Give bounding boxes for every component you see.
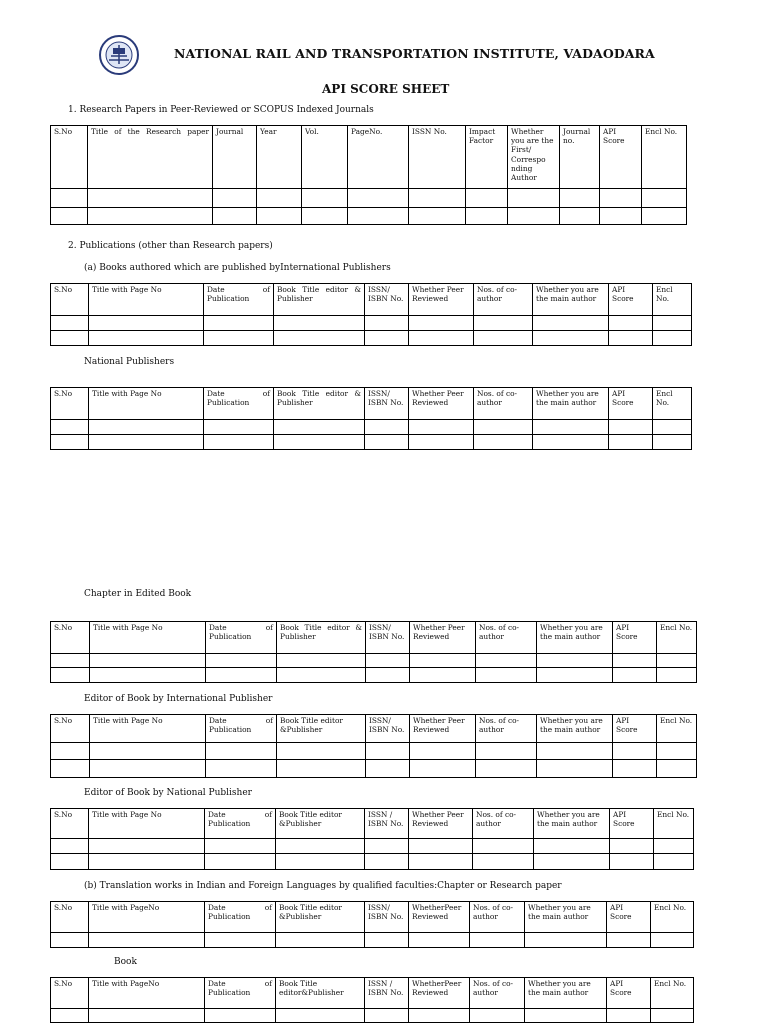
- national-publishers-heading: National Publishers: [84, 357, 175, 367]
- cell[interactable]: [653, 420, 692, 435]
- cell[interactable]: [274, 435, 365, 450]
- cell[interactable]: [533, 420, 609, 435]
- col-date: Date of Publication: [204, 388, 274, 420]
- cell[interactable]: [476, 743, 537, 760]
- cell[interactable]: [89, 839, 205, 854]
- cell[interactable]: [206, 743, 277, 760]
- col-date: Date of Publication: [206, 622, 277, 654]
- table-row: [51, 208, 687, 225]
- cell[interactable]: [534, 839, 610, 854]
- research-papers-table: [50, 125, 687, 225]
- cell[interactable]: [90, 668, 206, 683]
- cell[interactable]: [613, 668, 657, 683]
- cell[interactable]: [560, 208, 600, 225]
- national-books-table: [50, 387, 692, 450]
- col-title: Title of the Research paper: [88, 126, 213, 189]
- cell[interactable]: [89, 420, 204, 435]
- col-date: Date of Publication: [205, 809, 276, 839]
- cell[interactable]: [508, 189, 560, 208]
- cell[interactable]: [476, 668, 537, 683]
- cell[interactable]: [410, 654, 476, 668]
- table-row: [51, 435, 692, 450]
- col-encl: Encl No.: [653, 388, 692, 420]
- table-row: [51, 331, 692, 346]
- cell[interactable]: [366, 760, 410, 778]
- cell[interactable]: [470, 1009, 525, 1023]
- col-peer: WhetherPeer Reviewed: [409, 978, 470, 1009]
- cell[interactable]: [51, 668, 90, 683]
- cell[interactable]: [409, 839, 473, 854]
- cell[interactable]: [257, 189, 302, 208]
- col-main-author: Whether you are the main author: [533, 388, 609, 420]
- col-api: API Score: [609, 388, 653, 420]
- cell[interactable]: [610, 839, 654, 854]
- col-date: Date of Publication: [205, 978, 276, 1009]
- cell[interactable]: [89, 1009, 205, 1023]
- editor-natl-table: [50, 808, 694, 870]
- col-date: Date of Publication: [204, 284, 274, 316]
- cell[interactable]: [276, 933, 365, 948]
- cell[interactable]: [204, 316, 274, 331]
- cell[interactable]: [409, 208, 466, 225]
- cell[interactable]: [213, 189, 257, 208]
- intl-books-table: [50, 283, 692, 346]
- col-issn: ISSN / ISBN No.: [365, 978, 409, 1009]
- cell[interactable]: [366, 668, 410, 683]
- editor-intl-heading: Editor of Book by International Publisher: [84, 694, 273, 704]
- table-header-row: [51, 284, 692, 316]
- cell[interactable]: [302, 208, 348, 225]
- cell[interactable]: [277, 654, 366, 668]
- cell[interactable]: [473, 839, 534, 854]
- table-header-row: [51, 126, 687, 189]
- col-coauthors: Nos. of co-author: [474, 284, 533, 316]
- cell[interactable]: [51, 654, 90, 668]
- cell[interactable]: [257, 208, 302, 225]
- cell[interactable]: [609, 420, 653, 435]
- institute-logo: [94, 34, 144, 76]
- cell[interactable]: [365, 316, 409, 331]
- cell[interactable]: [537, 743, 613, 760]
- table-row: [51, 760, 697, 778]
- cell[interactable]: [276, 839, 365, 854]
- cell[interactable]: [89, 331, 204, 346]
- cell[interactable]: [609, 316, 653, 331]
- cell[interactable]: [657, 743, 697, 760]
- col-issn: ISSN/ ISBN No.: [365, 902, 409, 933]
- col-peer: Whether Peer Reviewed: [409, 388, 474, 420]
- cell[interactable]: [365, 933, 409, 948]
- col-sno: S.No: [51, 622, 90, 654]
- col-api: API Score: [613, 622, 657, 654]
- cell[interactable]: [51, 839, 89, 854]
- col-sno: S.No: [51, 715, 90, 743]
- cell[interactable]: [474, 331, 533, 346]
- col-coauthors: Nos. of co-author: [470, 902, 525, 933]
- cell[interactable]: [274, 420, 365, 435]
- cell[interactable]: [365, 331, 409, 346]
- translation-table: [50, 901, 694, 948]
- cell[interactable]: [365, 854, 409, 870]
- col-first-author: Whether you are the First/ Correspo nding Author: [508, 126, 560, 189]
- cell[interactable]: [302, 189, 348, 208]
- cell[interactable]: [365, 1009, 409, 1023]
- cell[interactable]: [534, 854, 610, 870]
- cell[interactable]: [409, 933, 470, 948]
- col-issn: ISSN/ ISBN No.: [366, 715, 410, 743]
- cell[interactable]: [206, 668, 277, 683]
- col-sno: S.No: [51, 978, 89, 1009]
- cell[interactable]: [204, 331, 274, 346]
- col-api: API Score: [610, 809, 654, 839]
- cell[interactable]: [409, 854, 473, 870]
- table-header-row: [51, 388, 692, 420]
- cell[interactable]: [651, 933, 694, 948]
- cell[interactable]: [51, 760, 90, 778]
- cell[interactable]: [276, 1009, 365, 1023]
- cell[interactable]: [88, 189, 213, 208]
- cell[interactable]: [365, 420, 409, 435]
- col-title: Title with Page No: [90, 715, 206, 743]
- cell[interactable]: [474, 420, 533, 435]
- cell[interactable]: [607, 1009, 651, 1023]
- subsection-a-heading: (a) Books authored which are published byInternational Publishers: [84, 263, 391, 273]
- col-title: Title with PageNo: [89, 978, 205, 1009]
- cell[interactable]: [205, 839, 276, 854]
- cell[interactable]: [613, 654, 657, 668]
- cell[interactable]: [409, 1009, 470, 1023]
- col-impact: Impact Factor: [466, 126, 508, 189]
- table-header-row: [51, 978, 694, 1009]
- section-1-heading: 1. Research Papers in Peer-Reviewed or SCOPUS Indexed Journals: [68, 105, 374, 115]
- cell[interactable]: [470, 933, 525, 948]
- table-row: [51, 316, 692, 331]
- cell[interactable]: [90, 760, 206, 778]
- col-encl: Encl No.: [657, 622, 697, 654]
- col-encl: Encl No.: [651, 902, 694, 933]
- col-issn: ISSN No.: [409, 126, 466, 189]
- cell[interactable]: [51, 189, 88, 208]
- col-peer: Whether Peer Reviewed: [410, 622, 476, 654]
- page-title: API SCORE SHEET: [322, 82, 450, 96]
- cell[interactable]: [642, 208, 687, 225]
- cell[interactable]: [642, 189, 687, 208]
- institute-name: NATIONAL RAIL AND TRANSPORTATION INSTITUTE, VADAODARA: [174, 46, 655, 61]
- cell[interactable]: [365, 435, 409, 450]
- cell[interactable]: [600, 208, 642, 225]
- cell[interactable]: [653, 316, 692, 331]
- cell[interactable]: [90, 654, 206, 668]
- cell[interactable]: [410, 668, 476, 683]
- col-issn: ISSN/ ISBN No.: [366, 622, 410, 654]
- cell[interactable]: [560, 189, 600, 208]
- col-book: Book Title editor & Publisher: [274, 284, 365, 316]
- cell[interactable]: [213, 208, 257, 225]
- col-year: Year: [257, 126, 302, 189]
- cell[interactable]: [474, 435, 533, 450]
- cell[interactable]: [525, 1009, 607, 1023]
- cell[interactable]: [654, 839, 694, 854]
- col-peer: Whether Peer Reviewed: [410, 715, 476, 743]
- book-translation-table: [50, 977, 694, 1023]
- cell[interactable]: [657, 668, 697, 683]
- col-api: API Score: [613, 715, 657, 743]
- col-sno: S.No: [51, 126, 88, 189]
- cell[interactable]: [654, 854, 694, 870]
- col-coauthors: Nos. of co-author: [476, 622, 537, 654]
- table-row: [51, 743, 697, 760]
- cell[interactable]: [277, 760, 366, 778]
- col-main-author: Whether you are the main author: [537, 715, 613, 743]
- table-row: [51, 1009, 694, 1023]
- cell[interactable]: [205, 854, 276, 870]
- cell[interactable]: [613, 743, 657, 760]
- cell[interactable]: [653, 331, 692, 346]
- cell[interactable]: [274, 316, 365, 331]
- cell[interactable]: [51, 1009, 89, 1023]
- cell[interactable]: [409, 316, 474, 331]
- cell[interactable]: [537, 654, 613, 668]
- table-row: [51, 420, 692, 435]
- cell[interactable]: [409, 331, 474, 346]
- cell[interactable]: [90, 743, 206, 760]
- table-header-row: [51, 622, 697, 654]
- cell[interactable]: [348, 189, 409, 208]
- cell[interactable]: [610, 854, 654, 870]
- cell[interactable]: [89, 435, 204, 450]
- col-page: PageNo.: [348, 126, 409, 189]
- cell[interactable]: [533, 331, 609, 346]
- col-sno: S.No: [51, 388, 89, 420]
- col-encl: Encl No.: [653, 284, 692, 316]
- col-date: Date of Publication: [206, 715, 277, 743]
- cell[interactable]: [533, 435, 609, 450]
- cell[interactable]: [409, 420, 474, 435]
- col-title: Title with Page No: [89, 388, 204, 420]
- col-peer: Whether Peer Reviewed: [409, 284, 474, 316]
- col-book: Book Title editor &Publisher: [276, 902, 365, 933]
- col-api: API Score: [600, 126, 642, 189]
- cell[interactable]: [607, 933, 651, 948]
- col-main-author: Whether you are the main author: [525, 902, 607, 933]
- col-coauthors: Nos. of co-author: [474, 388, 533, 420]
- col-title: Title with PageNo: [89, 902, 205, 933]
- cell[interactable]: [205, 1009, 276, 1023]
- col-date: Date of Publication: [205, 902, 276, 933]
- cell[interactable]: [51, 933, 89, 948]
- table-header-row: [51, 715, 697, 743]
- section-2-heading: 2. Publications (other than Research papers): [68, 241, 273, 251]
- cell[interactable]: [89, 854, 205, 870]
- cell[interactable]: [657, 760, 697, 778]
- col-api: API Score: [607, 978, 651, 1009]
- col-book: Book Title editor&Publisher: [276, 978, 365, 1009]
- col-peer: Whether Peer Reviewed: [409, 809, 473, 839]
- col-main-author: Whether you are the main author: [534, 809, 610, 839]
- cell[interactable]: [609, 331, 653, 346]
- cell[interactable]: [51, 316, 89, 331]
- cell[interactable]: [476, 654, 537, 668]
- table-header-row: [51, 809, 694, 839]
- col-api: API Score: [607, 902, 651, 933]
- cell[interactable]: [409, 189, 466, 208]
- cell[interactable]: [657, 654, 697, 668]
- table-row: [51, 654, 697, 668]
- table-row: [51, 933, 694, 948]
- cell[interactable]: [89, 933, 205, 948]
- col-book: Book Title editor & Publisher: [277, 622, 366, 654]
- table-row: [51, 839, 694, 854]
- cell[interactable]: [410, 743, 476, 760]
- cell[interactable]: [51, 420, 89, 435]
- col-coauthors: Nos. of co-author: [470, 978, 525, 1009]
- cell[interactable]: [51, 208, 88, 225]
- col-peer: WhetherPeer Reviewed: [409, 902, 470, 933]
- cell[interactable]: [609, 435, 653, 450]
- col-book: Book Title editor &Publisher: [276, 809, 365, 839]
- subsection-b-heading: (b) Translation works in Indian and Foreign Languages by qualified faculties:Chapter or Research paper: [84, 881, 562, 891]
- cell[interactable]: [206, 654, 277, 668]
- cell[interactable]: [348, 208, 409, 225]
- cell[interactable]: [474, 316, 533, 331]
- cell[interactable]: [204, 420, 274, 435]
- col-sno: S.No: [51, 902, 89, 933]
- cell[interactable]: [476, 760, 537, 778]
- chapter-heading: Chapter in Edited Book: [84, 589, 192, 599]
- cell[interactable]: [508, 208, 560, 225]
- book-heading: Book: [114, 957, 137, 967]
- editor-intl-table: [50, 714, 697, 778]
- cell[interactable]: [533, 316, 609, 331]
- col-main-author: Whether you are the main author: [537, 622, 613, 654]
- cell[interactable]: [277, 743, 366, 760]
- cell[interactable]: [51, 331, 89, 346]
- cell[interactable]: [613, 760, 657, 778]
- cell[interactable]: [537, 668, 613, 683]
- table-row: [51, 668, 697, 683]
- col-coauthors: Nos. of co-author: [473, 809, 534, 839]
- col-coauthors: Nos. of co-author: [476, 715, 537, 743]
- col-title: Title with Page No: [89, 809, 205, 839]
- col-api: API Score: [609, 284, 653, 316]
- table-row: [51, 189, 687, 208]
- col-issn: ISSN/ ISBN No.: [365, 284, 409, 316]
- cell[interactable]: [600, 189, 642, 208]
- cell[interactable]: [204, 435, 274, 450]
- cell[interactable]: [537, 760, 613, 778]
- chapter-table: [50, 621, 697, 683]
- cell[interactable]: [206, 760, 277, 778]
- col-journal-no: Journal no.: [560, 126, 600, 189]
- table-header-row: [51, 902, 694, 933]
- col-encl: Encl No.: [642, 126, 687, 189]
- editor-natl-heading: Editor of Book by National Publisher: [84, 788, 252, 798]
- cell[interactable]: [277, 668, 366, 683]
- cell[interactable]: [525, 933, 607, 948]
- cell[interactable]: [51, 435, 89, 450]
- col-sno: S.No: [51, 284, 89, 316]
- col-encl: Encl No.: [657, 715, 697, 743]
- col-journal: Journal: [213, 126, 257, 189]
- col-main-author: Whether you are the main author: [525, 978, 607, 1009]
- cell[interactable]: [466, 208, 508, 225]
- col-main-author: Whether you are the main author: [533, 284, 609, 316]
- cell[interactable]: [205, 933, 276, 948]
- table-row: [51, 854, 694, 870]
- cell[interactable]: [466, 189, 508, 208]
- cell[interactable]: [410, 760, 476, 778]
- col-encl: Encl No.: [654, 809, 694, 839]
- cell[interactable]: [409, 435, 474, 450]
- cell[interactable]: [276, 854, 365, 870]
- col-book: Book Title editor &Publisher: [277, 715, 366, 743]
- col-title: Title with Page No: [89, 284, 204, 316]
- cell[interactable]: [365, 839, 409, 854]
- cell[interactable]: [366, 654, 410, 668]
- col-issn: ISSN/ ISBN No.: [365, 388, 409, 420]
- cell[interactable]: [651, 1009, 694, 1023]
- col-title: Title with Page No: [90, 622, 206, 654]
- col-sno: S.No: [51, 809, 89, 839]
- cell[interactable]: [51, 743, 90, 760]
- col-book: Book Title editor & Publisher: [274, 388, 365, 420]
- cell[interactable]: [653, 435, 692, 450]
- cell[interactable]: [89, 316, 204, 331]
- cell[interactable]: [473, 854, 534, 870]
- cell[interactable]: [366, 743, 410, 760]
- col-encl: Encl No.: [651, 978, 694, 1009]
- col-vol: Vol.: [302, 126, 348, 189]
- col-issn: ISSN / ISBN No.: [365, 809, 409, 839]
- cell[interactable]: [51, 854, 89, 870]
- cell[interactable]: [274, 331, 365, 346]
- cell[interactable]: [88, 208, 213, 225]
